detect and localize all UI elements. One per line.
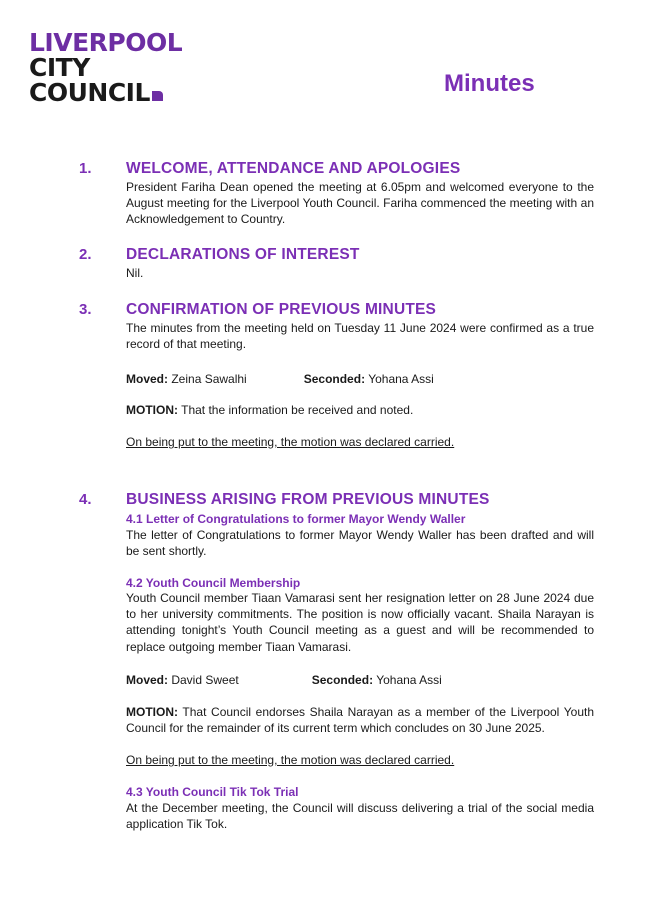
motion-text: That Council endorses Shaila Narayan as a member of the Liverpool Youth Council for the remainder of its current term which concludes on 30 June 2025. (126, 705, 594, 736)
section-heading: WELCOME, ATTENDANCE AND APOLOGIES (126, 160, 461, 177)
subsection-title: 4.3 Youth Council Tik Tok Trial (126, 785, 299, 799)
logo-line-council (29, 80, 209, 105)
motion-carried: On being put to the meeting, the motion was declared carried. (126, 435, 455, 449)
section-number: 4. (79, 491, 92, 508)
section-body: Nil. (126, 266, 144, 280)
subsection-title: 4.2 Youth Council Membership (126, 576, 301, 590)
section-number: 1. (79, 160, 92, 177)
subsection-body: At the December meeting, the Council will discuss delivering a trial of the social media application Tik Tok. (126, 801, 594, 832)
moved-seconded-line (126, 371, 594, 387)
section-heading: BUSINESS ARISING FROM PREVIOUS MINUTES (126, 491, 490, 508)
subsection-title: 4.1 Letter of Congratulations to former Mayor Wendy Waller (126, 512, 466, 526)
seconded-name: Yohana Assi (368, 372, 434, 386)
section-heading: DECLARATIONS OF INTEREST (126, 246, 360, 263)
seconded-name: Yohana Assi (376, 673, 442, 687)
moved-name: Zeina Sawalhi (171, 372, 247, 386)
section-number: 3. (79, 301, 92, 318)
moved-name: David Sweet (171, 673, 239, 687)
logo-line-city: CITY (29, 53, 90, 82)
motion-line (126, 704, 594, 736)
motion-text: That the information be received and noted. (181, 403, 414, 417)
subsection-body: Youth Council member Tiaan Vamarasi sent her resignation letter on 28 June 2024 due to her university commitments. The position is now officially vacant. Shaila Narayan is attending tonight’s Youth Council meeting as a guest and will be recommended to replace outgoing member Tiaan Vamarasi. (126, 591, 594, 654)
motion-carried: On being put to the meeting, the motion was declared carried. (126, 753, 455, 767)
logo-line-liverpool: LIVERPOOL (29, 28, 183, 57)
moved-label: Moved: (126, 372, 168, 386)
seconded-label: Seconded: (311, 673, 374, 687)
motion-label: MOTION: (126, 705, 178, 719)
motion-label: MOTION: (126, 403, 178, 417)
section-body: President Fariha Dean opened the meeting at 6.05pm and welcomed everyone to the August meeting for the Liverpool Youth Council. Fariha commenced the meeting with an Acknowledgement to Country. (126, 180, 594, 227)
document-title: Minutes (444, 70, 535, 97)
moved-seconded-line (126, 672, 594, 688)
moved-label: Moved: (126, 673, 168, 687)
motion-line (126, 402, 594, 418)
logo-speech-mark-icon (152, 91, 163, 101)
section-number: 2. (79, 246, 92, 263)
council-logo (29, 30, 209, 105)
section-heading: CONFIRMATION OF PREVIOUS MINUTES (126, 301, 437, 318)
logo-council-text: COUNCIL (29, 78, 150, 107)
section-body: The minutes from the meeting held on Tuesday 11 June 2024 were confirmed as a true record of that meeting. (126, 321, 594, 352)
seconded-label: Seconded: (303, 372, 366, 386)
subsection-body: The letter of Congratulations to former Mayor Wendy Waller has been drafted and will be sent shortly. (126, 528, 594, 559)
